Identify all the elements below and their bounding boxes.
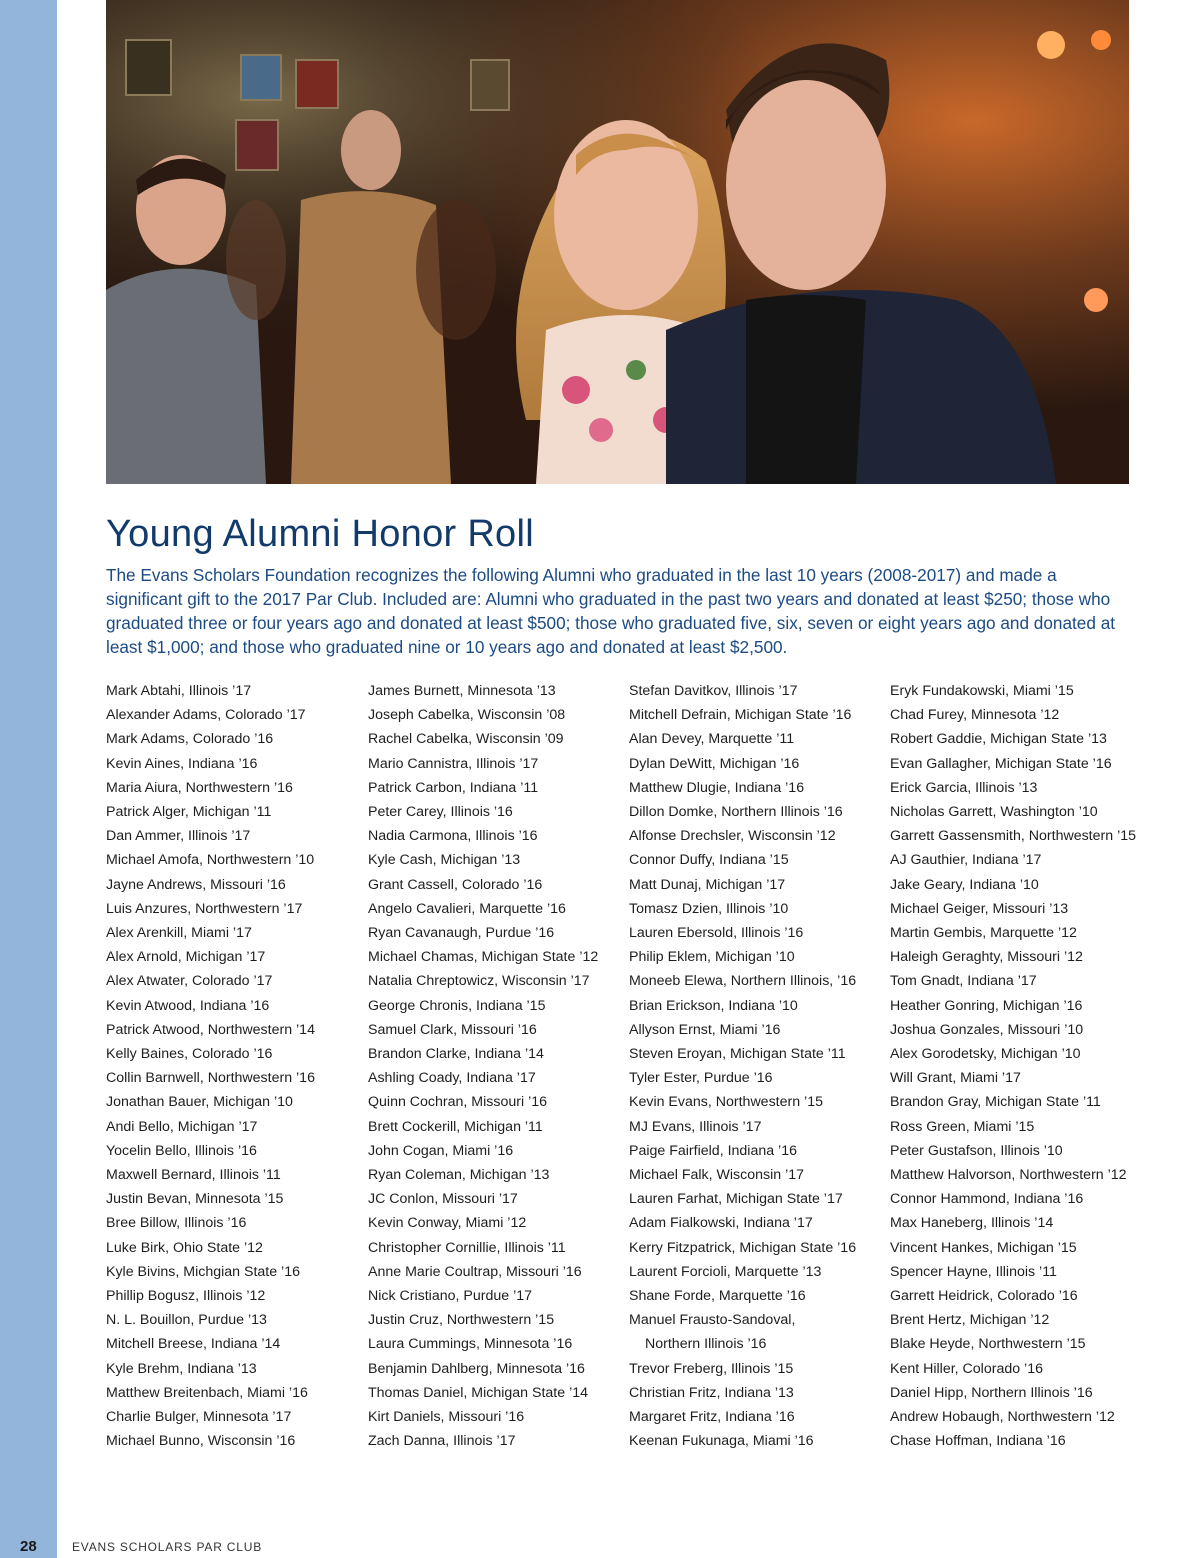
- honor-roll-entry: Kyle Cash, Michigan ’13: [368, 852, 521, 869]
- honor-roll-entry: Dylan DeWitt, Michigan ’16: [629, 755, 800, 772]
- honor-roll-entry: Kent Hiller, Colorado ’16: [890, 1360, 1043, 1377]
- honor-roll-entry: Patrick Carbon, Indiana ’11: [368, 779, 539, 796]
- honor-roll-entry: Matthew Breitenbach, Miami ’16: [106, 1384, 308, 1401]
- honor-roll-entry: Laura Cummings, Minnesota ’16: [368, 1336, 573, 1353]
- honor-roll-entry: Mark Abtahi, Illinois ’17: [106, 683, 252, 699]
- honor-roll-entry: Joseph Cabelka, Wisconsin ’08: [368, 707, 566, 724]
- honor-roll-entry: Collin Barnwell, Northwestern ’16: [106, 1070, 315, 1087]
- honor-roll-entry: Haleigh Geraghty, Missouri ’12: [890, 949, 1083, 966]
- honor-roll-entry: Anne Marie Coultrap, Missouri ’16: [368, 1263, 582, 1280]
- honor-roll-entry: Samuel Clark, Missouri ’16: [368, 1021, 537, 1038]
- honor-roll-entry: Alex Arenkill, Miami ’17: [106, 925, 252, 942]
- honor-roll-column-3: [629, 679, 879, 1454]
- honor-roll-entry: Lauren Ebersold, Illinois ’16: [629, 925, 804, 942]
- honor-roll-entry: Manuel Frausto-Sandoval,: [629, 1312, 796, 1329]
- honor-roll-entry: Kyle Brehm, Indiana ’13: [106, 1360, 257, 1377]
- honor-roll-entry: Mario Cannistra, Illinois ’17: [368, 755, 539, 772]
- honor-roll-entry: JC Conlon, Missouri ’17: [368, 1191, 518, 1208]
- publication-name: EVANS SCHOLARS PAR CLUB: [72, 1540, 263, 1554]
- honor-roll-entry: Kirt Daniels, Missouri ’16: [368, 1409, 525, 1426]
- honor-roll-entry: Luke Birk, Ohio State ’12: [106, 1239, 263, 1256]
- side-accent-bar: [0, 0, 57, 1558]
- honor-roll-entry: Michael Amofa, Northwestern ’10: [106, 852, 315, 869]
- honor-roll-entry: Ryan Coleman, Michigan ’13: [368, 1167, 550, 1184]
- honor-roll-entry: Nicholas Garrett, Washington ’10: [890, 804, 1098, 821]
- honor-roll-entry: Jake Geary, Indiana ’10: [890, 876, 1039, 893]
- honor-roll-entry: Nadia Carmona, Illinois ’16: [368, 828, 538, 845]
- honor-roll-entry: Kevin Atwood, Indiana ’16: [106, 997, 270, 1014]
- honor-roll-entry: Keenan Fukunaga, Miami ’16: [629, 1433, 814, 1450]
- honor-roll-entry: Peter Gustafson, Illinois ’10: [890, 1142, 1063, 1159]
- event-photo-icon: [106, 0, 1129, 484]
- honor-roll-entry: Christopher Cornillie, Illinois ’11: [368, 1239, 566, 1256]
- honor-roll-entry: Natalia Chreptowicz, Wisconsin ’17: [368, 973, 590, 990]
- honor-roll-entry: Bree Billow, Illinois ’16: [106, 1215, 247, 1232]
- honor-roll-entry: Phillip Bogusz, Illinois ’12: [106, 1288, 266, 1305]
- honor-roll-entry: Adam Fialkowski, Indiana ’17: [629, 1215, 813, 1232]
- intro-paragraph: The Evans Scholars Foundation recognizes the following Alumni who graduated in the last 10 years (2008-2017) and made a significant gift to the 2017 Par Club. Included are: Alumni who graduated in the past two years and donated at least $250; those who graduated three or four years ago and donated at least $500; those who graduated five, six, seven or eight years ago and donated at least $1,000; and those who graduated nine or 10 years ago and donated at least $2,500.: [106, 565, 1116, 657]
- honor-roll-entry: Heather Gonring, Michigan ’16: [890, 997, 1083, 1014]
- honor-roll-entry: Spencer Hayne, Illinois ’11: [890, 1263, 1057, 1280]
- honor-roll-entry: Dan Ammer, Illinois ’17: [106, 828, 251, 845]
- honor-roll-entry: Jayne Andrews, Missouri ’16: [106, 876, 286, 893]
- honor-roll-entry: Vincent Hankes, Michigan ’15: [890, 1239, 1077, 1256]
- honor-roll-entry: Alexander Adams, Colorado ’17: [106, 707, 306, 724]
- honor-roll-entry: Connor Hammond, Indiana ’16: [890, 1191, 1084, 1208]
- honor-roll-entry: Tom Gnadt, Indiana ’17: [890, 973, 1037, 990]
- honor-roll-entry: Lauren Farhat, Michigan State ’17: [629, 1191, 843, 1208]
- honor-roll-entry: Alex Gorodetsky, Michigan ’10: [890, 1046, 1081, 1063]
- honor-roll-entry: Justin Cruz, Northwestern ’15: [368, 1312, 555, 1329]
- honor-roll-entry: Kelly Baines, Colorado ’16: [106, 1046, 273, 1063]
- honor-roll-entry: Erick Garcia, Illinois ’13: [890, 779, 1038, 796]
- honor-roll-entry: Alex Atwater, Colorado ’17: [106, 973, 273, 990]
- honor-roll-entry: Christian Fritz, Indiana ’13: [629, 1384, 794, 1401]
- honor-roll-entry: Peter Carey, Illinois ’16: [368, 804, 513, 821]
- honor-roll-column-1: [106, 679, 356, 1454]
- honor-roll-column-2: [368, 679, 618, 1454]
- honor-roll-entry: Brent Hertz, Michigan ’12: [890, 1312, 1050, 1329]
- honor-roll-entry: Shane Forde, Marquette ’16: [629, 1288, 806, 1305]
- honor-roll-entry: Alfonse Drechsler, Wisconsin ’12: [629, 828, 836, 845]
- honor-roll-entry: Thomas Daniel, Michigan State ’14: [368, 1384, 589, 1401]
- honor-roll-entry: Paige Fairfield, Indiana ’16: [629, 1142, 797, 1159]
- honor-roll-entry: Brandon Clarke, Indiana ’14: [368, 1046, 544, 1063]
- honor-roll-entry: Joshua Gonzales, Missouri ’10: [890, 1021, 1084, 1038]
- honor-roll-entry: Max Haneberg, Illinois ’14: [890, 1215, 1054, 1232]
- honor-roll-entry: George Chronis, Indiana ’15: [368, 997, 546, 1014]
- honor-roll-entry: Patrick Atwood, Northwestern ’14: [106, 1021, 315, 1038]
- honor-roll-entry: Quinn Cochran, Missouri ’16: [368, 1094, 547, 1111]
- honor-roll-entry: Evan Gallagher, Michigan State ’16: [890, 755, 1112, 772]
- honor-roll-entry: Matthew Halvorson, Northwestern ’12: [890, 1167, 1127, 1184]
- honor-roll-entry: Benjamin Dahlberg, Minnesota ’16: [368, 1360, 585, 1377]
- honor-roll-entry: Trevor Freberg, Illinois ’15: [629, 1360, 794, 1377]
- honor-roll-entry: Kerry Fitzpatrick, Michigan State ’16: [629, 1239, 857, 1256]
- honor-roll-entry: N. L. Bouillon, Purdue ’13: [106, 1312, 267, 1329]
- honor-roll-entry: Ryan Cavanaugh, Purdue ’16: [368, 925, 555, 942]
- honor-roll-entry: Maria Aiura, Northwestern ’16: [106, 779, 293, 796]
- honor-roll-entry: Martin Gembis, Marquette ’12: [890, 925, 1077, 942]
- honor-roll-entry: Moneeb Elewa, Northern Illinois, ’16: [629, 973, 857, 990]
- honor-roll-entry: Charlie Bulger, Minnesota ’17: [106, 1409, 292, 1426]
- honor-roll-entry: Daniel Hipp, Northern Illinois ’16: [890, 1384, 1093, 1401]
- event-photo: [106, 0, 1129, 484]
- honor-roll-entry: Ross Green, Miami ’15: [890, 1118, 1035, 1135]
- honor-roll-entry: James Burnett, Minnesota ’13: [368, 683, 556, 699]
- honor-roll-entry: Yocelin Bello, Illinois ’16: [106, 1142, 257, 1159]
- honor-roll-column-4: [890, 679, 1140, 1454]
- honor-roll-entry: Garrett Heidrick, Colorado ’16: [890, 1288, 1078, 1305]
- honor-roll-list: [106, 679, 1137, 1459]
- honor-roll-entry: Rachel Cabelka, Wisconsin ’09: [368, 731, 564, 748]
- honor-roll-entry: Blake Heyde, Northwestern ’15: [890, 1336, 1086, 1353]
- honor-roll-entry: Luis Anzures, Northwestern ’17: [106, 900, 303, 917]
- honor-roll-entry: Connor Duffy, Indiana ’15: [629, 852, 789, 869]
- honor-roll-entry: Zach Danna, Illinois ’17: [368, 1433, 516, 1450]
- honor-roll-entry: Brandon Gray, Michigan State ’11: [890, 1094, 1101, 1111]
- honor-roll-entry: Andi Bello, Michigan ’17: [106, 1118, 258, 1135]
- honor-roll-entry: Jonathan Bauer, Michigan ’10: [106, 1094, 293, 1111]
- honor-roll-entry: Brett Cockerill, Michigan ’11: [368, 1118, 543, 1135]
- honor-roll-entry: Margaret Fritz, Indiana ’16: [629, 1409, 795, 1426]
- honor-roll-entry: Alan Devey, Marquette ’11: [629, 731, 795, 748]
- honor-roll-entry: Steven Eroyan, Michigan State ’11: [629, 1046, 846, 1063]
- honor-roll-entry: Michael Chamas, Michigan State ’12: [368, 949, 599, 966]
- honor-roll-entry: Tyler Ester, Purdue ’16: [629, 1070, 773, 1087]
- honor-roll-entry: Kevin Conway, Miami ’12: [368, 1215, 527, 1232]
- honor-roll-entry: Kevin Evans, Northwestern ’15: [629, 1094, 823, 1111]
- honor-roll-entry: Michael Geiger, Missouri ’13: [890, 900, 1069, 917]
- honor-roll-entry: Stefan Davitkov, Illinois ’17: [629, 683, 798, 699]
- honor-roll-entry: AJ Gauthier, Indiana ’17: [890, 852, 1042, 869]
- honor-roll-entry: Maxwell Bernard, Illinois ’11: [106, 1167, 281, 1184]
- honor-roll-entry: Allyson Ernst, Miami ’16: [629, 1021, 781, 1038]
- honor-roll-entry: Kyle Bivins, Michgian State ’16: [106, 1263, 300, 1280]
- page-title: Young Alumni Honor Roll: [106, 513, 534, 555]
- page-number: 28: [20, 1538, 37, 1555]
- honor-roll-entry: Matthew Dlugie, Indiana ’16: [629, 779, 805, 796]
- honor-roll-entry: Mark Adams, Colorado ’16: [106, 731, 274, 748]
- honor-roll-entry: Brian Erickson, Indiana ’10: [629, 997, 798, 1014]
- honor-roll-entry: Michael Bunno, Wisconsin ’16: [106, 1433, 296, 1450]
- honor-roll-entry: Chase Hoffman, Indiana ’16: [890, 1433, 1066, 1450]
- honor-roll-entry: Dillon Domke, Northern Illinois ’16: [629, 804, 843, 821]
- honor-roll-entry: Mitchell Defrain, Michigan State ’16: [629, 707, 852, 724]
- honor-roll-entry: Angelo Cavalieri, Marquette ’16: [368, 900, 566, 917]
- honor-roll-entry: Andrew Hobaugh, Northwestern ’12: [890, 1409, 1115, 1426]
- honor-roll-entry: John Cogan, Miami ’16: [368, 1142, 514, 1159]
- honor-roll-entry: Michael Falk, Wisconsin ’17: [629, 1167, 805, 1184]
- honor-roll-entry: Nick Cristiano, Purdue ’17: [368, 1288, 533, 1305]
- honor-roll-entry: Eryk Fundakowski, Miami ’15: [890, 683, 1074, 699]
- honor-roll-entry: MJ Evans, Illinois ’17: [629, 1118, 762, 1135]
- honor-roll-entry: Mitchell Breese, Indiana ’14: [106, 1336, 281, 1353]
- honor-roll-entry: Will Grant, Miami ’17: [890, 1070, 1021, 1087]
- honor-roll-entry: Robert Gaddie, Michigan State ’13: [890, 731, 1107, 748]
- honor-roll-entry: Northern Illinois ’16: [645, 1336, 767, 1353]
- honor-roll-entry: Chad Furey, Minnesota ’12: [890, 707, 1060, 724]
- honor-roll-entry: Laurent Forcioli, Marquette ’13: [629, 1263, 822, 1280]
- honor-roll-entry: Grant Cassell, Colorado ’16: [368, 876, 543, 893]
- honor-roll-entry: Alex Arnold, Michigan ’17: [106, 949, 266, 966]
- honor-roll-entry: Justin Bevan, Minnesota ’15: [106, 1191, 284, 1208]
- honor-roll-entry: Patrick Alger, Michigan ’11: [106, 804, 272, 821]
- honor-roll-entry: Matt Dunaj, Michigan ’17: [629, 876, 786, 893]
- honor-roll-entry: Ashling Coady, Indiana ’17: [368, 1070, 536, 1087]
- honor-roll-entry: Kevin Aines, Indiana ’16: [106, 755, 258, 772]
- honor-roll-entry: Tomasz Dzien, Illinois ’10: [629, 900, 789, 917]
- honor-roll-entry: Philip Eklem, Michigan ’10: [629, 949, 795, 966]
- honor-roll-entry: Garrett Gassensmith, Northwestern ’15: [890, 828, 1137, 845]
